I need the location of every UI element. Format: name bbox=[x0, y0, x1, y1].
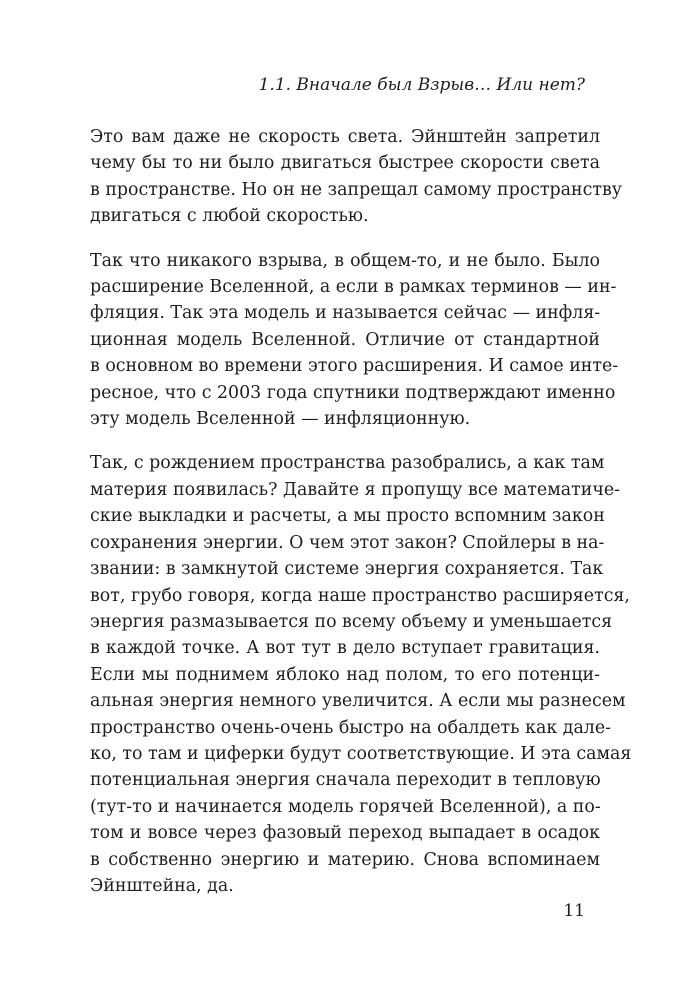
text-line: Это вам даже не скорость света. Эйнштейн запретил bbox=[90, 127, 600, 147]
text-line: альная энергия немного увеличится. А если мы разнесем bbox=[90, 691, 626, 712]
text-line: том и вовсе через фазовый переход выпадает в осадок bbox=[90, 823, 600, 844]
paragraph bbox=[90, 248, 619, 433]
text-line: (тут-то и начинается модель горячей Вселенной), а по- bbox=[90, 796, 601, 817]
text-line: ционная модель Вселенной. Отличие от стандартной bbox=[90, 329, 600, 350]
text-line: энергия размазывается по всему объему и уменьшается bbox=[90, 611, 613, 632]
text-line: фляция. Так эта модель и называется сейчас — инфля- bbox=[90, 303, 601, 324]
page-number: 11 bbox=[563, 901, 585, 921]
text-line: Так что никакого взрыва, в общем-то, и не было. Было bbox=[90, 250, 600, 271]
text-line: чему бы то ни было двигаться быстрее скорости света bbox=[90, 153, 600, 174]
text-line: расширение Вселенной, а если в рамках терминов — ин- bbox=[90, 277, 617, 298]
paragraph bbox=[90, 124, 623, 230]
text-line: ресное, что с 2003 года спутники подтверждают именно bbox=[90, 382, 616, 403]
text-line: Так, с рождением пространства разобрались, а как там bbox=[90, 453, 605, 474]
text-line: двигаться с любой скоростью. bbox=[90, 206, 369, 227]
paragraph bbox=[90, 450, 632, 899]
text-line: Если мы поднимем яблоко над полом, то его потенци- bbox=[90, 664, 600, 685]
text-line: звании: в замкнутой системе энергия сохраняется. Так bbox=[90, 559, 604, 580]
text-line: потенциальная энергия сначала переходит в тепловую bbox=[90, 770, 601, 791]
running-header: 1.1. Вначале был Взрыв… Или нет? bbox=[258, 75, 585, 95]
text-line: сохранения энергии. О чем этот закон? Спойлеры в на- bbox=[90, 532, 605, 553]
text-line: в каждой точке. А вот тут в дело вступает гравитация. bbox=[90, 638, 600, 659]
text-line: в основном во времени этого расширения. И самое инте- bbox=[90, 356, 619, 377]
text-line: ко, то там и циферки будут соответствующие. И эта самая bbox=[90, 743, 632, 764]
text-line: пространство очень-очень быстро на обалдеть как дале- bbox=[90, 717, 612, 738]
text-line: ские выкладки и расчеты, а мы просто вспомним закон bbox=[90, 506, 605, 527]
text-line: эту модель Вселенной — инфляционную. bbox=[90, 409, 471, 430]
text-line: материя появилась? Давайте я пропущу все математиче- bbox=[90, 479, 620, 500]
text-line: в пространстве. Но он не запрещал самому пространству bbox=[90, 179, 623, 200]
body-text bbox=[90, 124, 632, 917]
text-line: вот, грубо говоря, когда наше пространство расширяется, bbox=[90, 585, 630, 606]
text-line: в собственно энергию и материю. Снова вспоминаем bbox=[90, 849, 600, 870]
text-line: Эйнштейна, да. bbox=[90, 875, 234, 896]
